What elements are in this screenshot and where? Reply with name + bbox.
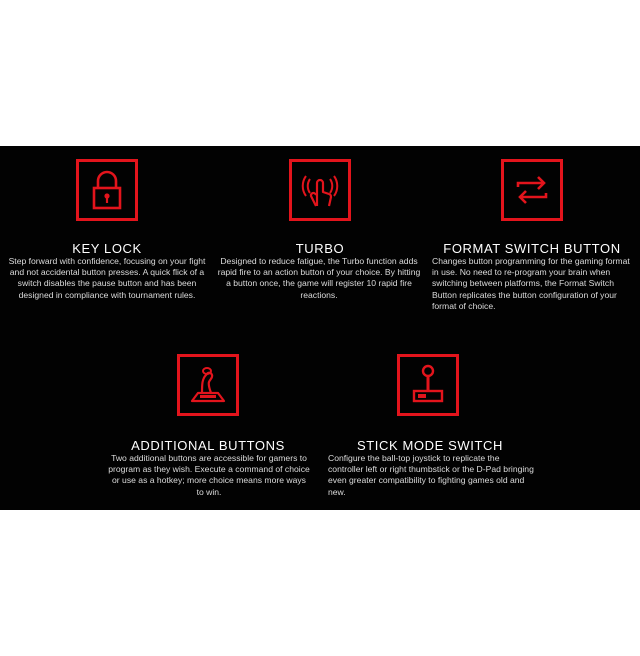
feature-stick-mode-switch xyxy=(0,146,640,510)
feature-title: STICK MODE SWITCH xyxy=(357,438,503,453)
feature-description: Designed to reduce fatigue, the Turbo function adds rapid fire to an action button of your choice. By hitting a button once, the game will register 10 rapid fire reactions. xyxy=(217,256,421,300)
feature-description: Configure the ball-top joystick to replicate the controller left or right thumbstick or the D-Pad bringing even greater compatibility to fighting games old and new. xyxy=(328,453,534,497)
feature-description: Two additional buttons are accessible for gamers to program as they wish. Execute a command of choice or use as a hotkey; more choice means more ways to win. xyxy=(108,453,310,497)
feature-title: ADDITIONAL BUTTONS xyxy=(131,438,285,453)
feature-description: Changes button programming for the gaming format in use. No need to re-program your brain when switching between platforms, the Format Switch Button replicates the button configuration of your format of choice. xyxy=(432,256,630,311)
feature-title: TURBO xyxy=(295,241,345,256)
features-banner xyxy=(0,146,640,510)
feature-title: FORMAT SWITCH BUTTON xyxy=(443,241,621,256)
feature-title: KEY LOCK xyxy=(72,241,142,256)
feature-description: Step forward with confidence, focusing on your fight and not accidental button presses. A quick flick of a switch disables the pause button and has been designed in compliance with tournament rules. xyxy=(8,256,206,300)
arcade-stick-icon xyxy=(397,354,459,416)
